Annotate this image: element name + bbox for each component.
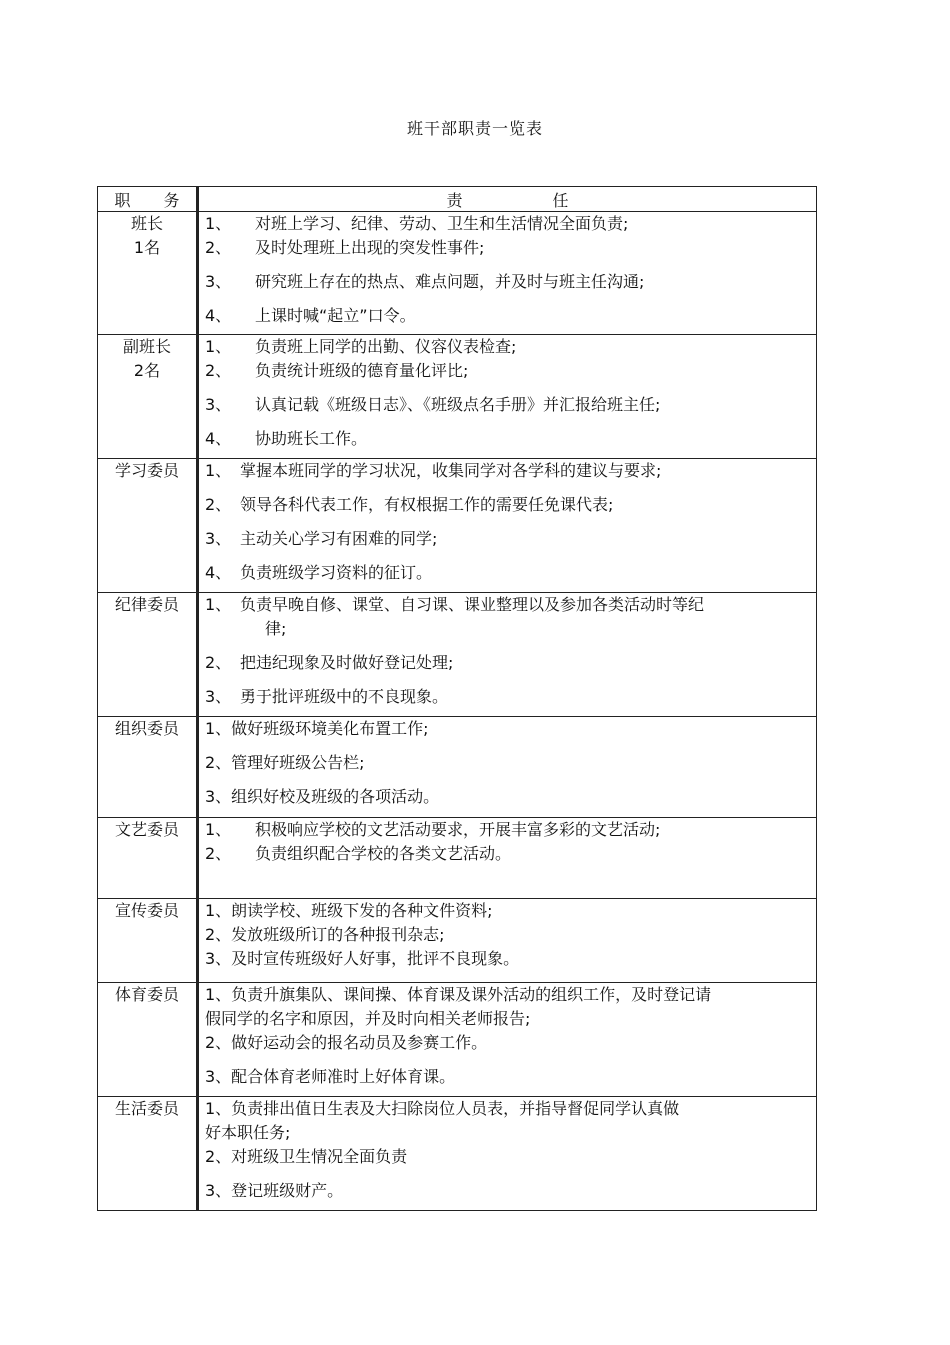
role-name: 宣传委员	[114, 901, 179, 920]
item-text: 认真记载《班级日志》、《班级点名手册》并汇报给班主任;	[255, 395, 661, 414]
list-item	[205, 717, 816, 741]
list-item	[205, 785, 816, 809]
item-text: 领导各科代表工作，有权根据工作的需要任免课代表;	[240, 495, 614, 514]
item-number: 3、	[205, 272, 232, 291]
role-cell	[98, 335, 198, 459]
list-item	[205, 983, 816, 1007]
item-text: 及时处理班上出现的突发性事件;	[255, 238, 485, 257]
item-text: 3、配合体育老师准时上好体育课。	[205, 1067, 456, 1086]
duty-cell	[198, 983, 817, 1097]
item-continuation: 假同学的名字和原因，并及时向相关老师报告;	[205, 1009, 531, 1028]
role-cell	[98, 212, 198, 335]
list-item	[205, 527, 816, 551]
list-item	[205, 304, 816, 328]
header-duty-2: 任	[552, 190, 569, 210]
item-text: 2、对班级卫生情况全面负责	[205, 1147, 408, 1166]
item-text: 1、朗读学校、班级下发的各种文件资料;	[205, 901, 493, 920]
table-row	[98, 1097, 817, 1211]
item-number: 2、	[205, 361, 232, 380]
item-number: 2、	[205, 495, 232, 514]
table-row	[98, 818, 817, 899]
item-text: 2、发放班级所订的各种报刊杂志;	[205, 925, 445, 944]
role-cell	[98, 983, 198, 1097]
header-role-cell	[98, 187, 198, 212]
item-number: 4、	[205, 563, 232, 582]
item-number: 4、	[205, 429, 232, 448]
item-text: 上课时喊“起立”口令。	[255, 306, 416, 325]
list-item	[205, 899, 816, 923]
item-text: 负责早晚自修、课堂、自习课、课业整理以及参加各类活动时等纪	[240, 595, 705, 614]
role-name: 组织委员	[114, 719, 179, 738]
item-text: 把违纪现象及时做好登记处理;	[240, 653, 454, 672]
list-item	[205, 359, 816, 383]
role-cell	[98, 899, 198, 983]
item-number: 3、	[205, 687, 232, 706]
item-text: 负责组织配合学校的各类文艺活动。	[255, 844, 512, 863]
role-count: 2名	[133, 361, 161, 380]
header-duty-cell	[198, 187, 817, 212]
list-item	[205, 818, 816, 842]
header-duty-1: 责	[446, 190, 463, 210]
header-role: 职 务	[114, 190, 194, 210]
role-name: 副班长	[122, 337, 171, 356]
table-row	[98, 459, 817, 593]
list-item	[205, 947, 816, 971]
role-name: 纪律委员	[114, 595, 179, 614]
table-row	[98, 717, 817, 818]
item-continuation: 律;	[265, 619, 287, 638]
item-text: 负责班上同学的出勤、仪容仪表检查;	[255, 337, 517, 356]
item-text: 勇于批评班级中的不良现象。	[240, 687, 449, 706]
item-text: 协助班长工作。	[255, 429, 368, 448]
item-number: 1、	[205, 595, 232, 614]
item-text: 1、做好班级环境美化布置工作;	[205, 719, 429, 738]
list-item	[205, 459, 816, 483]
list-item	[205, 751, 816, 775]
duty-cell	[198, 459, 817, 593]
table-row	[98, 593, 817, 717]
role-cell	[98, 717, 198, 818]
list-item	[205, 335, 816, 359]
list-item	[205, 1065, 816, 1089]
list-item	[205, 685, 816, 709]
item-text: 2、管理好班级公告栏;	[205, 753, 365, 772]
item-number: 4、	[205, 306, 232, 325]
list-item	[205, 212, 816, 236]
item-text: 2、做好运动会的报名动员及参赛工作。	[205, 1033, 488, 1052]
duty-cell	[198, 818, 817, 899]
role-name: 体育委员	[114, 985, 179, 1004]
item-text: 研究班上存在的热点、难点问题，并及时与班主任沟通;	[255, 272, 645, 291]
item-text: 3、及时宣传班级好人好事，批评不良现象。	[205, 949, 520, 968]
item-continuation: 好本职任务;	[205, 1123, 291, 1142]
list-item	[205, 270, 816, 294]
item-number: 1、	[205, 461, 232, 480]
list-item	[205, 427, 816, 451]
role-name: 文艺委员	[114, 820, 179, 839]
duty-cell	[198, 899, 817, 983]
list-item	[205, 1031, 816, 1055]
item-number: 2、	[205, 238, 232, 257]
duty-cell	[198, 593, 817, 717]
item-text: 负责班级学习资料的征订。	[240, 563, 433, 582]
role-cell	[98, 1097, 198, 1211]
item-text: 负责统计班级的德育量化评比;	[255, 361, 469, 380]
role-name: 学习委员	[114, 461, 179, 480]
list-item	[205, 561, 816, 585]
duty-table	[97, 186, 817, 1211]
item-text: 3、组织好校及班级的各项活动。	[205, 787, 440, 806]
role-cell	[98, 593, 198, 717]
item-number: 2、	[205, 653, 232, 672]
list-item	[205, 493, 816, 517]
duty-cell	[198, 717, 817, 818]
list-item	[205, 651, 816, 675]
list-item	[205, 923, 816, 947]
role-cell	[98, 459, 198, 593]
list-item	[205, 236, 816, 260]
table-row	[98, 983, 817, 1097]
item-number: 1、	[205, 214, 232, 233]
duty-cell	[198, 335, 817, 459]
item-number: 1、	[205, 820, 232, 839]
role-count: 1名	[133, 238, 161, 257]
list-item	[205, 1145, 816, 1169]
item-text: 3、登记班级财产。	[205, 1181, 344, 1200]
list-item	[205, 393, 816, 417]
role-name: 生活委员	[114, 1099, 179, 1118]
item-number: 1、	[205, 337, 232, 356]
table-row	[98, 212, 817, 335]
duty-cell	[198, 212, 817, 335]
item-text: 1、负责排出值日生表及大扫除岗位人员表，并指导督促同学认真做	[205, 1099, 680, 1118]
item-text: 主动关心学习有困难的同学;	[240, 529, 438, 548]
page-title: 班干部职责一览表	[406, 119, 543, 138]
item-text: 掌握本班同学的学习状况，收集同学对各学科的建议与要求;	[240, 461, 662, 480]
table-row	[98, 335, 817, 459]
item-number: 3、	[205, 529, 232, 548]
item-number: 3、	[205, 395, 232, 414]
item-text: 1、负责升旗集队、课间操、体育课及课外活动的组织工作，及时登记请	[205, 985, 712, 1004]
list-item	[205, 593, 816, 617]
role-name: 班长	[130, 214, 163, 233]
item-number: 2、	[205, 844, 232, 863]
item-text: 积极响应学校的文艺活动要求，开展丰富多彩的文艺活动;	[255, 820, 661, 839]
role-cell	[98, 818, 198, 899]
item-text: 对班上学习、纪律、劳动、卫生和生活情况全面负责;	[255, 214, 629, 233]
list-item	[205, 842, 816, 866]
table-row	[98, 899, 817, 983]
list-item	[205, 1179, 816, 1203]
duty-cell	[198, 1097, 817, 1211]
list-item	[205, 1097, 816, 1121]
table-header-row	[98, 187, 817, 212]
